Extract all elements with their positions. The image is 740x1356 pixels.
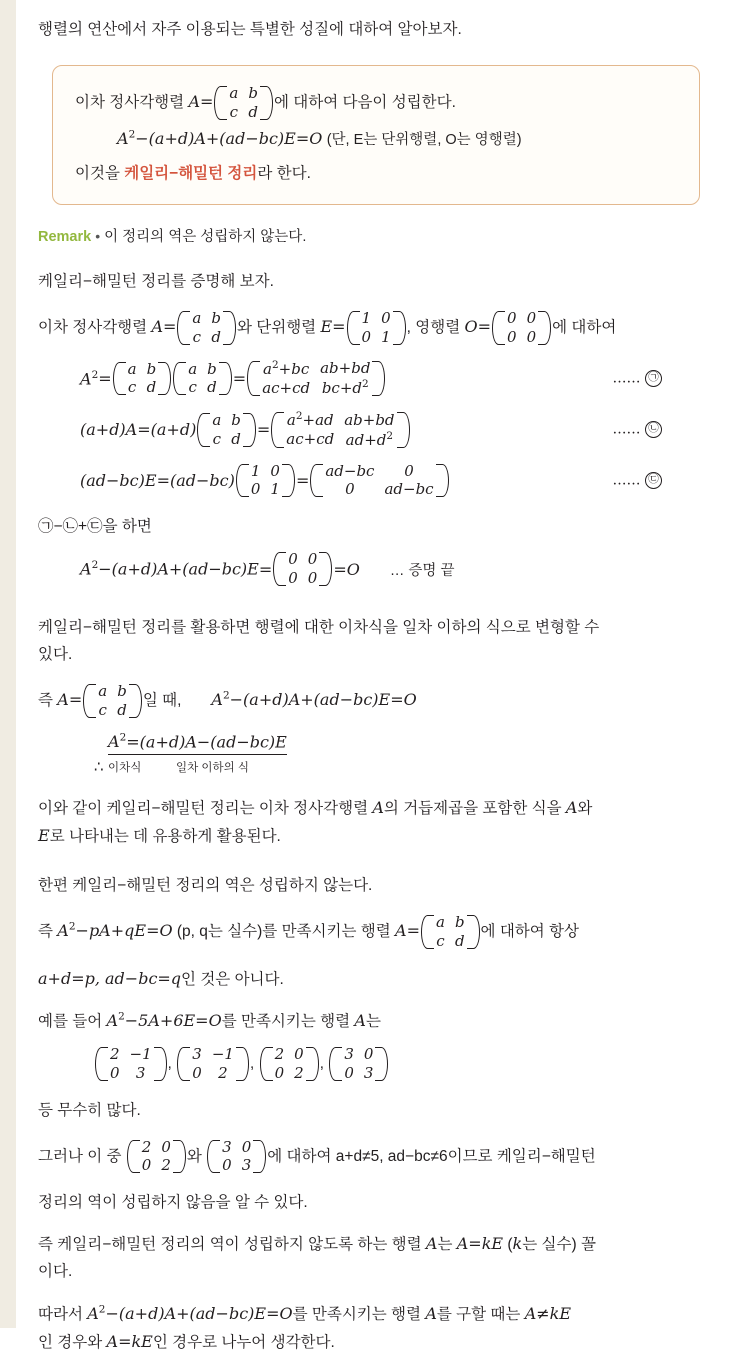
page-content <box>38 0 710 1356</box>
proof-equation-row-2: (a+d)A = (a+d) a b c d = $a^2+ad$ ab+bd ac+cd $ad+d^2$ …… ㉡ <box>38 410 710 450</box>
conv-p6-pre: 그러나 이 중 <box>38 1147 126 1165</box>
converse-paragraph-5: 등 무수히 많다. <box>38 1101 141 1119</box>
application-line-pre: 즉 <box>38 691 58 709</box>
proof-matrix-A: a b c d <box>177 309 236 347</box>
remark-dot: • <box>95 228 101 245</box>
therefore-symbol: ∴ <box>94 756 104 775</box>
theorem-last-post: 라 한다. <box>257 164 311 182</box>
theorem-box <box>52 65 700 205</box>
theorem-center-note: (단, E는 단위행렬, O는 영행렬) <box>326 131 522 148</box>
conv-p2-mid: (p, q는 실수)를 만족시키는 행렬 <box>172 923 396 941</box>
eq1-matrix-1: a b c d <box>113 360 172 398</box>
converse-paragraph-8b: 이다. <box>38 1263 73 1281</box>
theorem-name-line <box>75 159 677 188</box>
converse-paragraph-1: 한편 케일리−해밀턴 정리의 역은 성립하지 않는다. <box>38 877 373 895</box>
theorem-name: 케일리−해밀턴 정리 <box>124 164 258 182</box>
application-line-mid: 일 때, <box>142 691 182 709</box>
app-p2c: 와 <box>577 799 593 817</box>
eq1-tag: …… ㉠ <box>613 370 710 387</box>
eq3-tag: …… ㉢ <box>613 472 710 489</box>
conv-p2-A: A <box>395 921 407 941</box>
proof-setup-3: , 영행렬 <box>406 319 465 337</box>
eq1-result-matrix: $a^2+bc$ ab+bd ac+cd $bc+d^2$ <box>247 359 385 399</box>
theorem-line1-post: 에 대하여 다음이 성립한다. <box>273 93 456 111</box>
theorem-statement-line: 이차 정사각행렬 A= a b c d 에 대하여 다음이 성립한다. <box>75 84 456 121</box>
theorem-matrix-A-symbol: A <box>188 91 200 111</box>
converse-examples-row: 2 −1 0 3 , 3 −1 0 2 , 2 0 0 2 , 3 0 0 3 <box>38 1045 710 1083</box>
proof-matrix-O: 0 0 0 0 <box>492 309 551 347</box>
application-matrix-A: a b c d <box>83 682 142 720</box>
proof-setup-4: 에 대하여 <box>552 319 617 337</box>
application-therefore-line <box>38 732 710 776</box>
proof-equation-row-3: (ad−bc)E = (ad−bc) 1 0 0 1 = ad−bc 0 0 ad−bc …… ㉢ <box>38 462 710 500</box>
proof-setup-E: E <box>320 317 333 337</box>
example-matrix-4: 3 0 0 3 <box>329 1045 388 1083</box>
converse-paragraph-9: 따라서 $A^2-(a+d)A+(ad-bc)E=O$를 만족시키는 행렬 A를 구할 때는 A≠kE <box>38 1303 572 1323</box>
theorem-center-equation: $A^2-(a+d)A+(ad-bc)E=O$ (단, E는 단위행렬, O는 영행렬) <box>117 128 522 148</box>
eq3-matrix-1: 1 0 0 1 <box>236 462 295 500</box>
application-labels-row <box>108 759 287 775</box>
app-p3: 로 나타내는 데 유용하게 활용된다. <box>49 828 281 846</box>
conv-p4-end: 는 <box>365 1012 381 1030</box>
converse-matrix-2I: 2 0 0 2 <box>127 1138 186 1176</box>
eq3-result-matrix: ad−bc 0 0 ad−bc <box>310 462 448 500</box>
label-quadratic: 이차식 <box>108 761 142 774</box>
converse-paragraph-6 <box>38 1138 710 1176</box>
converse-paragraph-8: 즉 케일리−해밀턴 정리의 역이 성립하지 않도록 하는 행렬 A는 A=kE (k는 실수) 꼴 <box>38 1234 596 1254</box>
eq2-tag: …… ㉡ <box>613 421 710 438</box>
intro-paragraph: 행렬의 연산에서 자주 이용되는 특별한 성질에 대하여 알아보자. <box>38 21 462 38</box>
eq2-result-matrix: $a^2+ad$ ab+bd ac+cd $ad+d^2$ <box>271 410 409 450</box>
circled-label-3: ㉢ <box>645 472 662 489</box>
proof-setup: 이차 정사각행렬 A= a b c d 와 단위행렬 E= 1 0 0 1 , 영행렬 O= 0 0 0 0 에 대하여 <box>38 309 617 346</box>
proof-setup-A: A <box>151 317 163 337</box>
conv-p4-A: A <box>354 1010 366 1030</box>
conv-p6-mid: 와 <box>186 1147 207 1165</box>
proof-final-matrix: 0 0 0 0 <box>273 550 332 588</box>
label-linear-or-less: 일차 이하의 식 <box>176 761 250 774</box>
application-paragraph-1b: 있다. <box>38 645 73 663</box>
conv-p2-pre: 즉 <box>38 923 58 941</box>
remark-label: Remark <box>38 229 92 246</box>
application-underlined-equation: $A^2=(a+d)A-(ad-bc)E$ 이차식 일차 이하의 식 <box>108 731 287 774</box>
conv-p6-post: 에 대하여 a+d≠5, ad−bc≠6이므로 케일리−해밀턴 <box>267 1147 596 1165</box>
example-matrix-3: 2 0 0 2 <box>260 1045 319 1083</box>
proof-final-note: … 증명 끝 <box>389 562 455 579</box>
example-matrix-2: 3 −1 0 2 <box>177 1045 249 1083</box>
application-line: 즉 A= a b c d 일 때, $A^2-(a+d)A+(ad-bc)E=O$ <box>38 682 417 719</box>
converse-matrix-3I: 3 0 0 3 <box>207 1138 266 1176</box>
proof-equation-row-1: $A^2$ = a b c d a b c d = $a^2+bc$ ab+bd ac+cd $bc+d^2$ …… ㉠ <box>38 359 710 399</box>
application-paragraph-3 <box>38 822 710 850</box>
app-p2-A2: A <box>565 797 578 817</box>
circled-label-2: ㉡ <box>645 421 662 438</box>
converse-paragraph-9b: 인 경우와 A=kE인 경우로 나누어 생각한다. <box>38 1331 335 1351</box>
application-paragraph-2 <box>38 794 710 822</box>
converse-paragraph-4: 예를 들어 $A^2-5A+6E=O$를 만족시키는 행렬 A는 <box>38 1010 381 1030</box>
app-p3-E: E <box>38 826 50 846</box>
remark-line <box>38 225 710 246</box>
proof-combine-line: ㉠−㉡+㉢을 하면 <box>38 518 152 536</box>
conv-p4-pre: 예를 들어 <box>38 1012 107 1030</box>
remark-text: 이 정리의 역은 성립하지 않는다. <box>104 229 307 246</box>
proof-setup-1: 이차 정사각행렬 <box>38 319 152 337</box>
converse-paragraph-3: a+d=p, ad−bc=q인 것은 아니다. <box>38 968 284 988</box>
converse-matrix-A: a b c d <box>421 913 480 951</box>
converse-paragraph-7: 정리의 역이 성립하지 않음을 알 수 있다. <box>38 1194 308 1212</box>
theorem-matrix-A: a b c d <box>214 84 273 122</box>
eq1-matrix-2: a b c d <box>173 360 232 398</box>
proof-final-row: $A^2-(a+d)A+(ad-bc)E$ = 0 0 0 0 = O … 증명 끝 <box>80 550 455 588</box>
proof-setup-O: O <box>464 317 478 337</box>
proof-matrix-E: 1 0 0 1 <box>347 309 406 347</box>
app-p2-A: A <box>372 797 384 817</box>
converse-paragraph-2: 즉 $A^2-pA+qE=O$ (p, q는 실수)를 만족시키는 행렬 A= a b c d 에 대하여 항상 <box>38 913 579 951</box>
proof-setup-2: 와 단위행렬 <box>236 319 321 337</box>
application-paragraph-1: 케일리−해밀턴 정리를 활용하면 행렬에 대한 이차식을 일차 이하의 식으로 변형할 수 <box>38 618 600 636</box>
circled-label-1: ㉠ <box>645 370 662 387</box>
page-left-margin-bar <box>0 0 16 1328</box>
app-p2a: 이와 같이 케일리−해밀턴 정리는 이차 정사각행렬 <box>38 799 373 817</box>
example-matrix-1: 2 −1 0 3 <box>95 1045 167 1083</box>
app-p2b: 의 거듭제곱을 포함한 식을 <box>383 799 566 817</box>
theorem-line1-pre: 이차 정사각행렬 <box>75 93 189 111</box>
conv-p4-post: 를 만족시키는 행렬 <box>221 1012 355 1030</box>
proof-intro: 케일리−해밀턴 정리를 증명해 보자. <box>38 273 274 291</box>
conv-p2-post: 에 대하여 항상 <box>480 923 579 941</box>
theorem-last-pre: 이것을 <box>75 164 125 182</box>
eq2-matrix-1: a b c d <box>197 411 256 449</box>
application-A: A <box>57 689 69 709</box>
